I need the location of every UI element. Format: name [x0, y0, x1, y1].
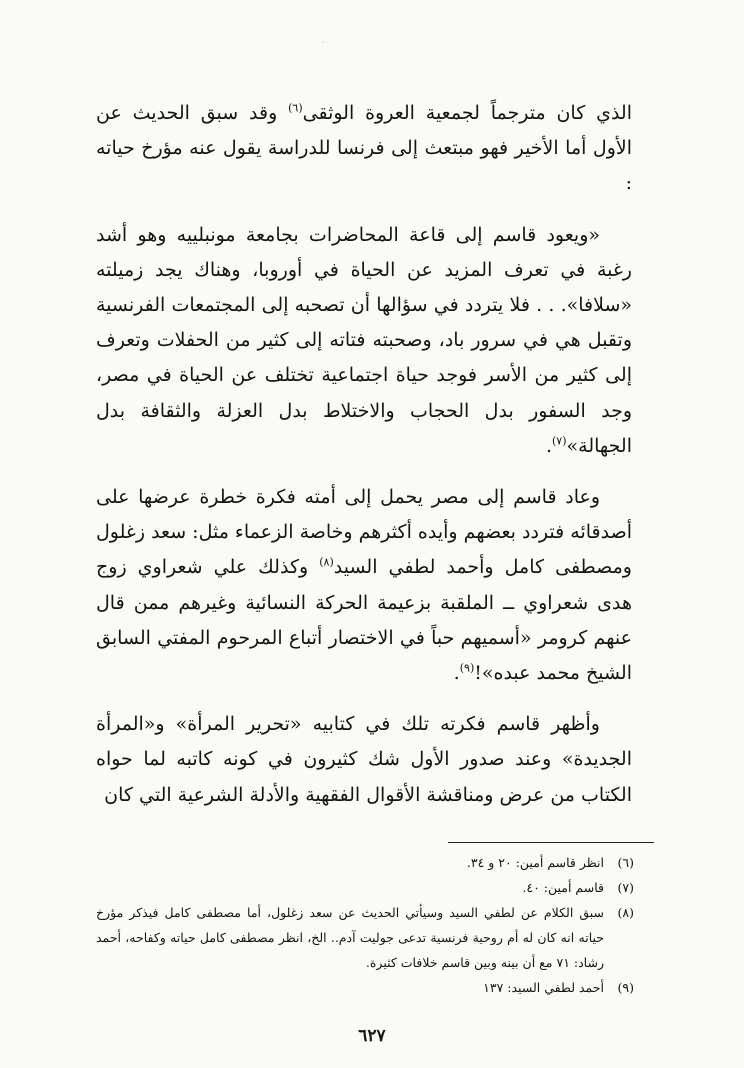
paragraph-text: .: [545, 434, 552, 457]
footnote-number: (٧): [617, 880, 634, 895]
footnote-number: (٩): [617, 980, 634, 995]
paragraph-text: .: [453, 662, 460, 685]
paragraph-text: الذي كان مترجماً لجمعية العروة الوثقى: [302, 102, 632, 124]
footnote-reference: (٧): [552, 434, 567, 448]
footnote-separator: [448, 842, 654, 843]
footnote-number: (٨): [617, 905, 634, 920]
footnote: [96, 975, 634, 1000]
footnote-reference: (٦): [288, 101, 303, 115]
paragraph: [96, 96, 632, 202]
footnotes: [96, 850, 634, 1000]
paragraph: [96, 707, 632, 813]
main-text: [96, 96, 632, 829]
footnote: [96, 900, 634, 975]
paper-speck: ·: [322, 38, 325, 47]
page-number: ٦٢٧: [358, 1026, 386, 1046]
paragraph-text: وعاد قاسم إلى مصر يحمل إلى أمته فكرة خطرة عرضها على أصدقائه فتردد بعضهم وأيده أكثرهم وخاصة الزعماء مثل: سعد زغلول ومصطفى كامل وأحمد لطفي السيد: [96, 486, 632, 579]
footnote-number: (٦): [617, 855, 634, 870]
footnote-text: سبق الكلام عن لطفي السيد وسيأتي الحديث عن سعد زغلول، أما مصطفى كامل فيذكر مؤرخ حياته انه كان له أم روحية فرنسية تدعى جوليت آدم.. الخ، انظر مصطفى كامل حياته وكفاحه، أحمد رشاد: ٧١ مع أن بينه وبين قاسم خلافات كثيرة.: [96, 905, 604, 970]
paragraph-text: وقد سبق الحديث عن الأول أما الأخير فهو مبتعث إلى فرنسا للدراسة يقول عنه مؤرخ حياته :: [96, 102, 632, 195]
footnote-reference: (٩): [459, 661, 475, 675]
paragraph-text: وكذلك علي شعراوي زوج هدى شعراوي ــ الملقبة بزعيمة الحركة النسائية وغيرهم ممن قال عنهم كرومر «أسميهم حباً في الاختصار أتباع المرحوم المفتي السابق الشيخ محمد عبده»!: [96, 556, 632, 685]
footnote-text: أحمد لطفي السيد: ١٣٧: [483, 980, 604, 995]
paragraph-text: «ويعود قاسم إلى قاعة المحاضرات بجامعة مونبلييه وهو أشد رغبة في تعرف المزيد عن الحياة في أوروبا، وهناك يجد زميلته «سلافا». . . فلا يتردد في سؤالها أن تصحبه إلى المجتمعات الفرنسية وتقبل هي في سرور باد، وصحبته فتاته إلى كثير من الحفلات وتعرف إلى كثير من الأسر فوجد حياة اجتماعية تختلف عن الحياة في مصر، وجد السفور بدل الحجاب والاختلاط بدل العزلة والثقافة بدل الجهالة»: [96, 223, 632, 457]
footnote-text: انظر قاسم أمين: ٢٠ و ٣٤.: [466, 855, 604, 870]
paragraph: [96, 480, 632, 691]
paragraph-text: وأظهر قاسم فكرته تلك في كتابيه «تحرير المرأة» و«المرأة الجديدة» وعند صدور الأول شك كثيرون في كونه كاتبه لما حواه الكتاب من عرض ومناقشة الأقوال الفقهية والأدلة الشرعية التي كان: [96, 713, 632, 806]
footnote-reference: (٨): [319, 556, 334, 570]
footnote: [96, 850, 634, 875]
footnote-text: قاسم أمين: ٤٠.: [522, 880, 604, 895]
paragraph: [96, 218, 632, 464]
footnote: [96, 875, 634, 900]
